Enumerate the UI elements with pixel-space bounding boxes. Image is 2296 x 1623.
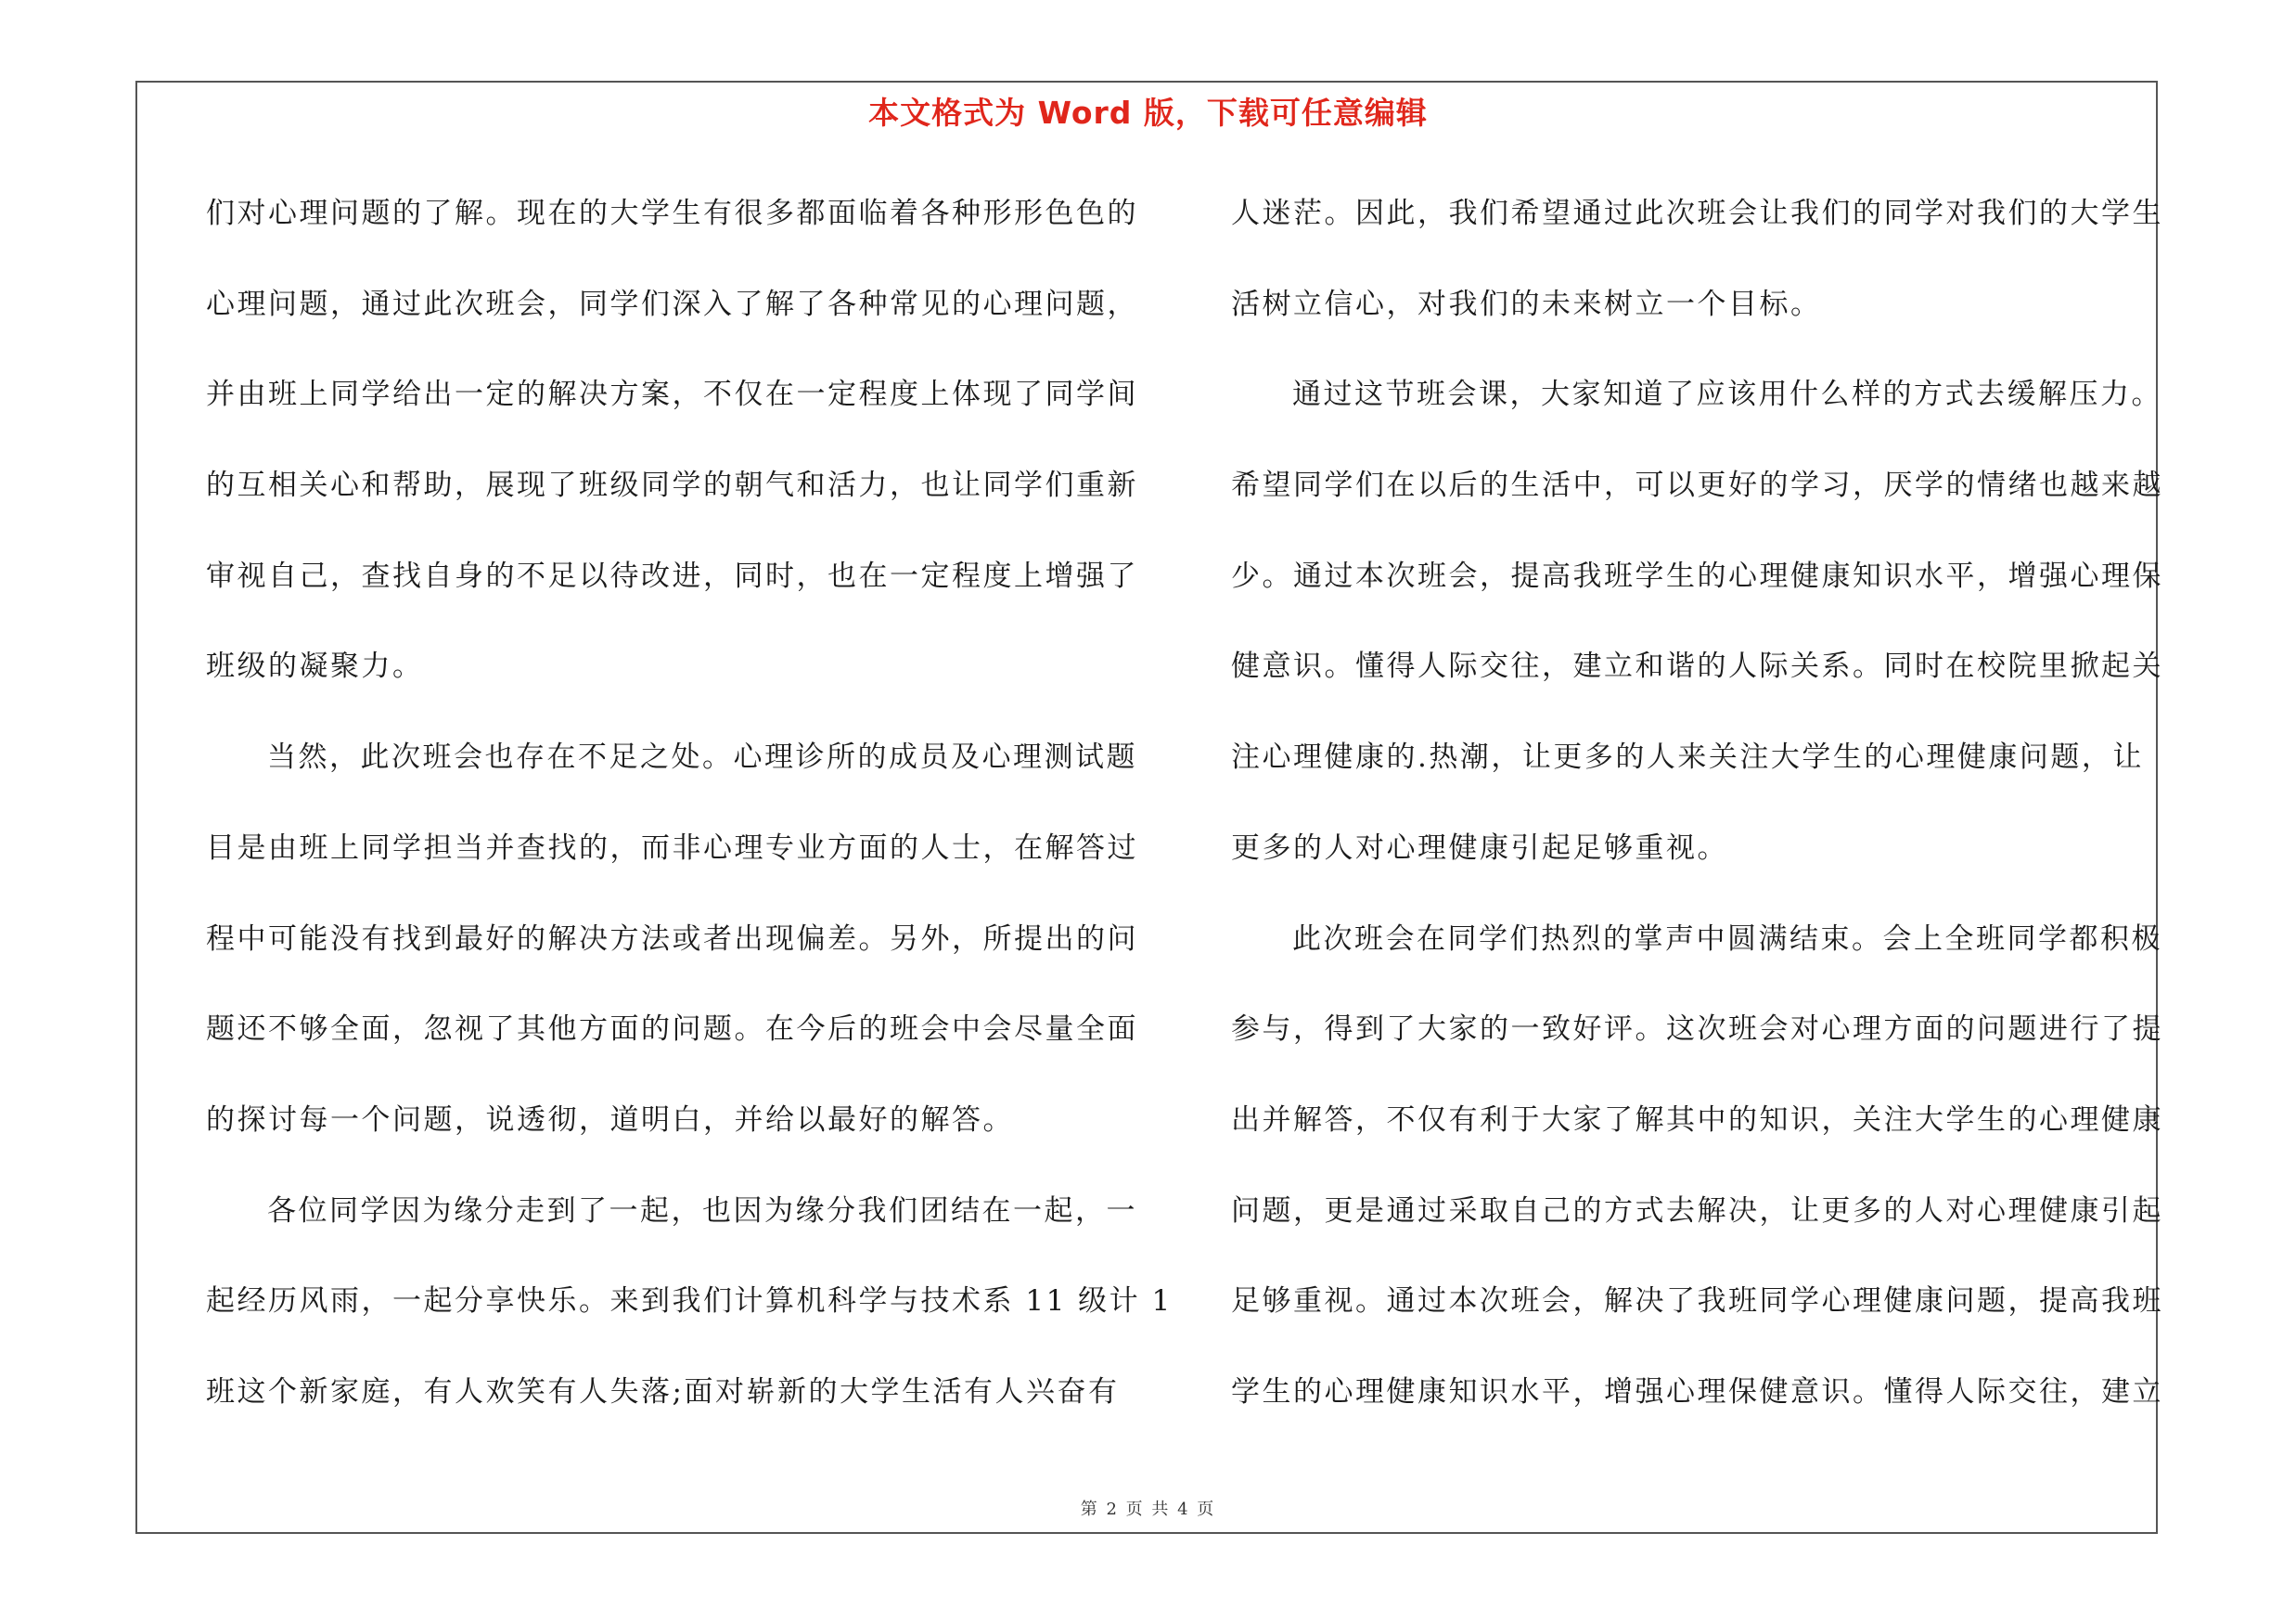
page-number: 第 2 页 共 4 页 [1080, 1500, 1216, 1519]
text-line: 程中可能没有找到最好的解决方法或者出现偏差。另外，所提出的问 [206, 921, 1138, 956]
text-line: 审视自己，查找自身的不足以待改进，同时，也在一定程度上增强了 [206, 559, 1138, 593]
right-column [1231, 186, 2163, 1455]
paragraph-start-line: 此次班会在同学们热烈的掌声中圆满结束。会上全班同学都积极 [1292, 921, 2162, 956]
text-line: 心理问题，通过此次班会，同学们深入了解了各种常见的心理问题， [206, 287, 1138, 321]
text-line: 班这个新家庭，有人欢笑有人失落;面对崭新的大学生活有人兴奋有 [206, 1374, 1120, 1409]
text-line: 学生的心理健康知识水平，增强心理保健意识。懂得人际交往，建立 [1231, 1374, 2163, 1409]
header-banner: 本文格式为 Word 版，下载可任意编辑 [868, 95, 1428, 131]
text-line: 人迷茫。因此，我们希望通过此次班会让我们的同学对我们的大学生 [1231, 197, 2163, 230]
text-line: 少。通过本次班会，提高我班学生的心理健康知识水平，增强心理保 [1231, 559, 2163, 593]
paragraph-start-line: 各位同学因为缘分走到了一起，也因为缘分我们团结在一起，一 [267, 1193, 1137, 1228]
text-line: 健意识。懂得人际交往，建立和谐的人际关系。同时在校院里掀起关 [1231, 650, 2163, 684]
left-column [206, 186, 1173, 1455]
text-line: 并由班上同学给出一定的解决方案，不仅在一定程度上体现了同学间 [206, 378, 1138, 412]
paragraph-start-line: 当然，此次班会也存在不足之处。心理诊所的成员及心理测试题 [267, 741, 1137, 775]
paragraph-start-line: 通过这节班会课，大家知道了应该用什么样的方式去缓解压力。 [1292, 378, 2162, 412]
text-line: 的互相关心和帮助，展现了班级同学的朝气和活力，也让同学们重新 [206, 469, 1138, 503]
text-line: 注心理健康的.热潮，让更多的人来关注大学生的心理健康问题，让 [1231, 741, 2144, 775]
text-line: 活树立信心，对我们的未来树立一个目标。 [1231, 287, 1822, 321]
text-line: 目是由班上同学担当并查找的，而非心理专业方面的人士，在解答过 [206, 831, 1138, 865]
text-line: 题还不够全面，忽视了其他方面的问题。在今后的班会中会尽量全面 [206, 1012, 1138, 1047]
text-line: 参与，得到了大家的一致好评。这次班会对心理方面的问题进行了提 [1231, 1012, 2163, 1047]
text-line: 起经历风雨，一起分享快乐。来到我们计算机科学与技术系 11 级计 1 [206, 1284, 1173, 1319]
text-line: 们对心理问题的了解。现在的大学生有很多都面临着各种形形色色的 [206, 197, 1138, 230]
text-line: 更多的人对心理健康引起足够重视。 [1231, 831, 1728, 865]
text-line: 希望同学们在以后的生活中，可以更好的学习，厌学的情绪也越来越 [1231, 469, 2163, 503]
text-line: 出并解答，不仅有利于大家了解其中的知识，关注大学生的心理健康 [1231, 1102, 2163, 1137]
text-line: 班级的凝聚力。 [206, 650, 424, 684]
text-line: 问题，更是通过采取自己的方式去解决，让更多的人对心理健康引起 [1231, 1193, 2163, 1228]
text-line: 的探讨每一个问题，说透彻，道明白，并给以最好的解答。 [206, 1102, 1014, 1137]
text-line: 足够重视。通过本次班会，解决了我班同学心理健康问题，提高我班 [1231, 1284, 2163, 1319]
